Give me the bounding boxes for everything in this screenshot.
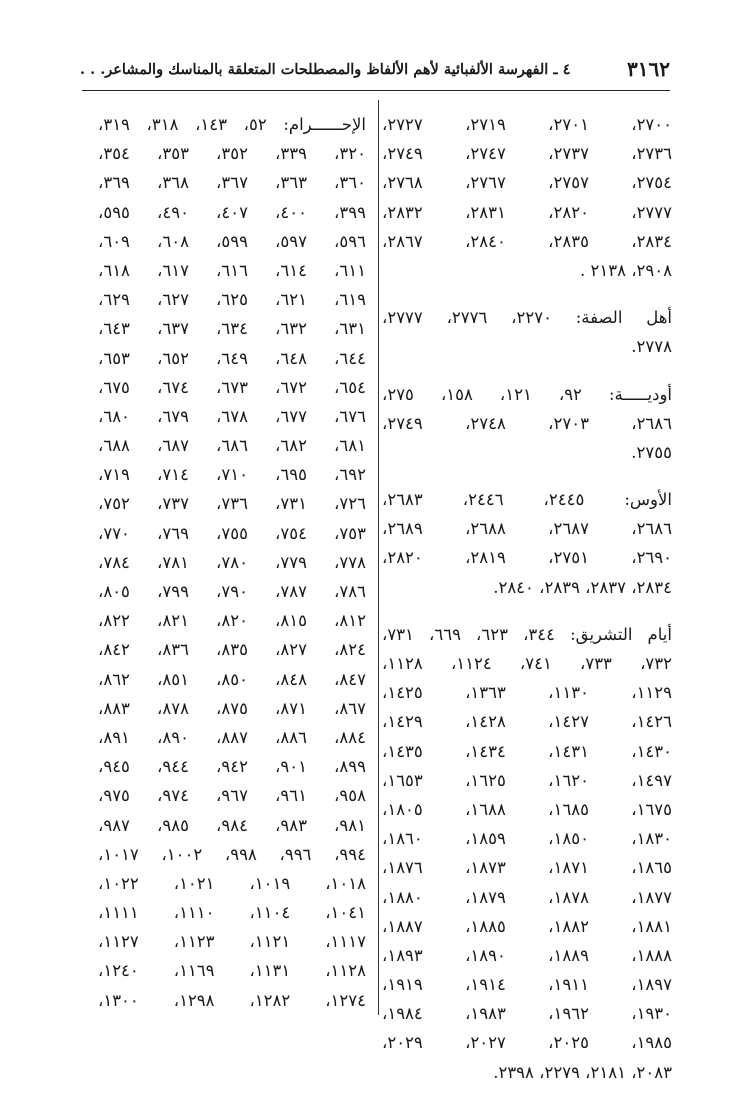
- index-line: ١٤٢٦، ١٤٢٧، ١٤٢٨، ١٤٢٩،: [382, 712, 673, 732]
- index-line: ٦٥٤، ٦٧٢، ٦٧٣، ٦٧٤، ٦٧٥،: [98, 377, 366, 397]
- index-line: ١٨٦٥، ١٨٧١، ١٨٧٣، ١٨٧٦،: [382, 858, 673, 878]
- index-line: ٢٠٨٣، ٢١٨١، ٢٢٧٩، ٢٣٩٨.: [493, 1062, 672, 1082]
- page-header: [80, 50, 670, 88]
- index-line: ٧٧٨، ٧٧٩، ٧٨٠، ٧٨١، ٧٨٤،: [98, 552, 366, 572]
- index-column-right: [382, 110, 672, 1087]
- index-entry-continued: [382, 110, 672, 285]
- entry-separator: [382, 362, 672, 380]
- index-line: ١٨٩٧، ١٩١١، ١٩١٤، ١٩١٩،: [382, 975, 673, 995]
- entry-separator: [382, 602, 672, 620]
- index-line: ٦٤٤، ٦٤٨، ٦٤٩، ٦٥٢، ٦٥٣،: [98, 348, 366, 368]
- index-entry-awdiya: [382, 380, 672, 468]
- index-entry-ayyam-al-tashriq: [382, 620, 672, 1087]
- index-line: ١٨٧٧، ١٨٧٨، ١٨٧٩، ١٨٨٠،: [382, 887, 673, 907]
- index-line: ٦١٩، ٦٢١، ٦٢٥، ٦٢٧، ٦٢٩،: [98, 290, 366, 310]
- index-line: الأوس: ٢٤٤٥، ٢٤٤٦، ٢٦٨٣،: [382, 490, 672, 510]
- index-line: ٩٩٤، ٩٩٦، ٩٩٨، ١٠٠٢، ١٠١٧،: [98, 844, 367, 864]
- index-line: ٢٩٠٨، ٢١٣٨ .: [580, 260, 672, 280]
- index-line: ٢٦٨٦، ٢٧٠٣، ٢٧٤٨، ٢٧٤٩،: [382, 413, 673, 433]
- index-line: ١٤٣٠، ١٤٣١، ١٤٣٤، ١٤٣٥،: [382, 741, 673, 761]
- index-line: ١٨٨١، ١٨٨٢، ١٨٨٥، ١٨٨٧،: [382, 916, 673, 936]
- entry-separator: [382, 285, 672, 303]
- index-line: ٣٩٩، ٤٠٠، ٤٠٧، ٤٩٠، ٥٩٥،: [98, 202, 366, 222]
- index-line: ١١١٧، ١١٢١، ١١٢٣، ١١٢٧،: [98, 932, 366, 952]
- index-line: ٨٦٧، ٨٧١، ٨٧٥، ٨٧٨، ٨٨٣،: [98, 698, 366, 718]
- index-line: ١١٢٩، ١١٣٠، ١٣٦٣، ١٤٢٥،: [382, 683, 673, 703]
- index-line: ١٨٣٠، ١٨٥٠، ١٨٥٩، ١٨٦٠،: [382, 829, 673, 849]
- index-entry-al-ihram: [98, 110, 366, 1015]
- index-line: ٦٣١، ٦٣٢، ٦٣٤، ٦٣٧، ٦٤٣،: [98, 319, 366, 339]
- index-line: ٣٦٠، ٣٦٣، ٣٦٧، ٣٦٨، ٣٦٩،: [98, 173, 366, 193]
- index-line: ٨١٢، ٨١٥، ٨٢٠، ٨٢١، ٨٢٢،: [98, 611, 366, 631]
- index-line: ١٩٨٥، ٢٠٢٥، ٢٠٢٧، ٢٠٢٩،: [382, 1033, 673, 1053]
- index-line: ٢٧٠٠، ٢٧٠١، ٢٧١٩، ٢٧٢٧،: [382, 115, 673, 134]
- index-line: ٢٧٧٨.: [631, 337, 672, 357]
- running-head: ٤ ـ الفهرسة الألفبائية لأهم الألفاظ والمصطلحات المتعلقة بالمناسك والمشاعر. . .: [80, 60, 571, 78]
- index-entry-al-aws: [382, 485, 672, 602]
- index-line: ٧٣٢، ٧٣٣، ٧٤١، ١١٢٤، ١١٢٨،: [382, 654, 673, 673]
- index-line: ٦٨١، ٦٨٢، ٦٨٦، ٦٨٧، ٦٨٨،: [98, 436, 366, 456]
- index-line: ١٨٨٨، ١٨٨٩، ١٨٩٠، ١٨٩٣،: [382, 945, 673, 965]
- index-line: ١٠٤١، ١١٠٤، ١١١٠، ١١١١،: [98, 903, 366, 923]
- index-line: ١٢٧٤، ١٢٨٢، ١٢٩٨، ١٣٠٠،: [98, 990, 366, 1010]
- index-line: ٧٨٦، ٧٨٧، ٧٩٠، ٧٩٩، ٨٠٥،: [98, 582, 366, 601]
- index-line: ٦١١، ٦١٤، ٦١٦، ٦١٧، ٦١٨،: [98, 260, 366, 280]
- index-line: ٥٩٦، ٥٩٧، ٥٩٩، ٦٠٨، ٦٠٩،: [98, 231, 366, 251]
- index-line: ٧٢٦، ٧٣١، ٧٣٦، ٧٣٧، ٧٥٢،: [98, 494, 366, 514]
- index-line: ١١٢٨، ١١٣١، ١١٦٩، ١٢٤٠،: [98, 961, 366, 981]
- index-line: ٢٨٣٤، ٢٨٣٧، ٢٨٣٩، ٢٨٤٠.: [493, 577, 672, 597]
- index-entry-ahl-al-suffa: [382, 303, 672, 361]
- index-column-left: [98, 110, 366, 1015]
- index-line: ٢٦٩٠، ٢٧٥١، ٢٨١٩، ٢٨٢٠،: [382, 548, 673, 568]
- index-line: ٩٨١، ٩٨٣، ٩٨٤، ٩٨٥، ٩٨٧،: [98, 815, 366, 835]
- index-line: ٢٧٣٦، ٢٧٣٧، ٢٧٤٧، ٢٧٤٩،: [382, 144, 673, 164]
- index-line: ٣٢٠، ٣٣٩، ٣٥٢، ٣٥٣، ٣٥٤،: [98, 144, 366, 164]
- index-line: أيام التشريق: ٣٤٤، ٦٢٣، ٦٦٩، ٧٣١،: [382, 624, 672, 644]
- index-line: ٢٧٥٤، ٢٧٥٧، ٢٧٦٧، ٢٧٦٨،: [382, 173, 673, 193]
- entry-separator: [382, 467, 672, 485]
- index-line: ٢٧٧٧، ٢٨٢٠، ٢٨٣١، ٢٨٣٢،: [382, 202, 673, 222]
- index-line: ٨٢٤، ٨٢٧، ٨٣٥، ٨٣٦، ٨٤٢،: [98, 640, 366, 660]
- index-line: ٨٨٤، ٨٨٦، ٨٨٧، ٨٩٠، ٨٩١،: [98, 727, 366, 747]
- header-rule: [82, 90, 670, 91]
- index-line: ٢٦٨٦، ٢٦٨٧، ٢٦٨٨، ٢٦٨٩،: [382, 519, 673, 539]
- page-number: ٣١٦٢: [627, 57, 670, 81]
- index-line: ٢٧٥٥.: [631, 442, 672, 462]
- index-line: ٦٩٢، ٦٩٥، ٧١٠، ٧١٤، ٧١٩،: [98, 465, 366, 485]
- index-line: ١٦٧٥، ١٦٨٥، ١٦٨٨، ١٨٠٥،: [382, 799, 673, 819]
- index-line: ٦٧٦، ٦٧٧، ٦٧٨، ٦٧٩، ٦٨٠،: [98, 406, 366, 426]
- index-line: ٨٩٩، ٩٠١، ٩٤٢، ٩٤٤، ٩٤٥،: [98, 757, 366, 777]
- index-line: ٢٨٣٤، ٢٨٣٥، ٢٨٤٠، ٢٨٦٧،: [382, 231, 673, 251]
- index-line: ٧٥٣، ٧٥٤، ٧٥٥، ٧٦٩، ٧٧٠،: [98, 523, 366, 543]
- index-line: ١٤٩٧، ١٦٢٠، ١٦٢٥، ١٦٥٣،: [382, 770, 673, 790]
- index-line: الإحــــــرام: ٥٢، ١٤٣، ٣١٨، ٣١٩،: [98, 115, 366, 134]
- index-line: أوديـــــة: ٩٢، ١٢١، ١٥٨، ٢٧٥،: [382, 384, 673, 404]
- column-divider: [378, 100, 379, 1015]
- index-line: أهل الصفة: ٢٢٧٠، ٢٧٧٦، ٢٧٧٧،: [382, 308, 672, 328]
- index-line: ٨٤٧، ٨٤٨، ٨٥٠، ٨٥١، ٨٦٢،: [98, 669, 366, 689]
- index-line: ٩٥٨، ٩٦١، ٩٦٧، ٩٧٤، ٩٧٥،: [98, 786, 366, 806]
- index-line: ١٠١٨، ١٠١٩، ١٠٢١، ١٠٢٢،: [98, 873, 366, 893]
- index-line: ١٩٣٠، ١٩٦٢، ١٩٨٣، ١٩٨٤،: [382, 1004, 673, 1024]
